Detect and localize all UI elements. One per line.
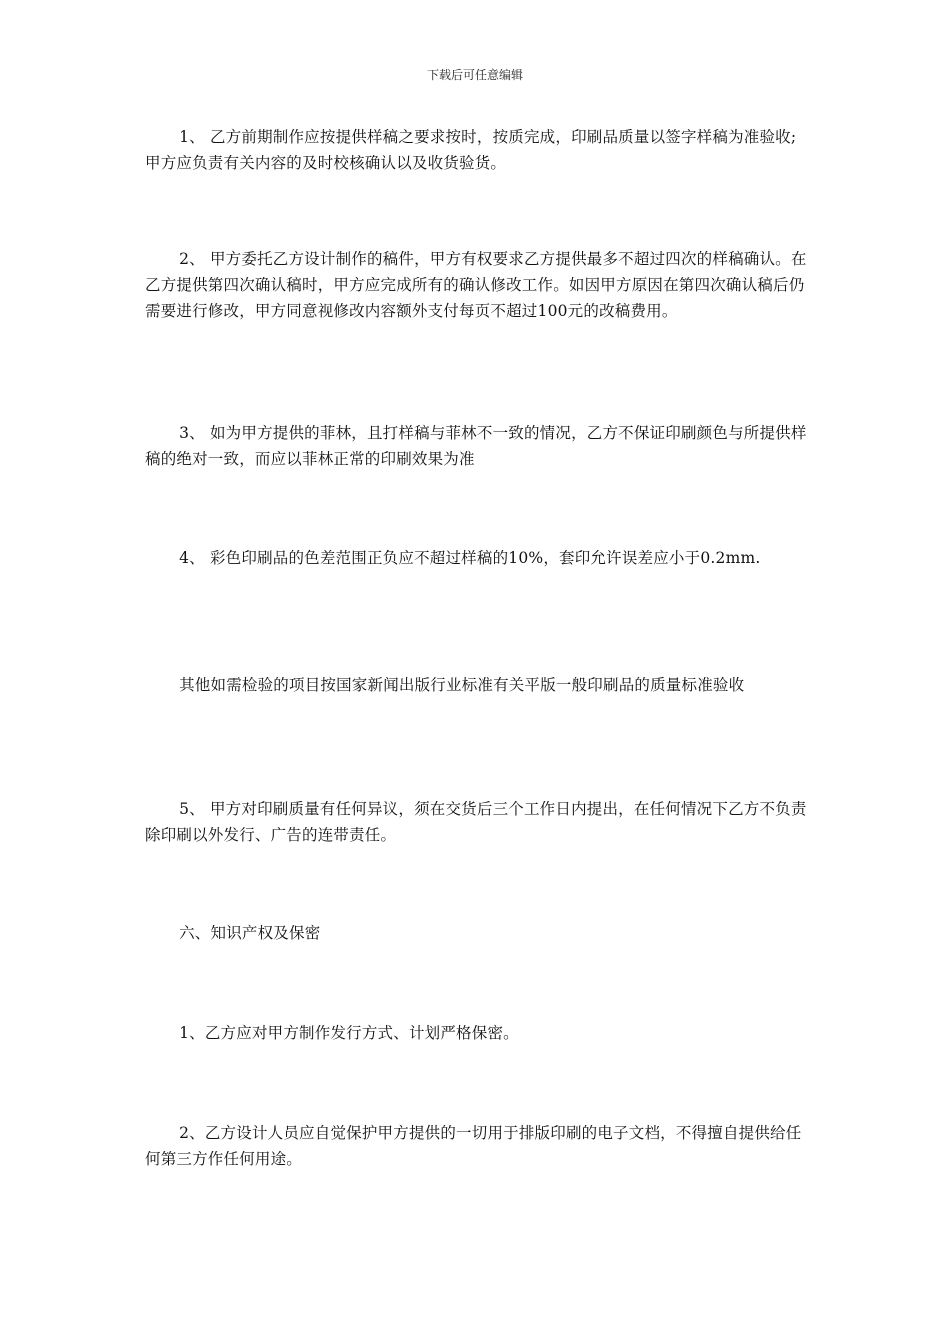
paragraph-draft-confirmation: 2、 甲方委托乙方设计制作的稿件，甲方有权要求乙方提供最多不超过四次的样稿确认。在乙方提供第四次确认稿时，甲方应完成所有的确认修改工作。如因甲方原因在第四次确认稿后仍需要进行修改，甲方同意视修改内容额外支付每页不超过100元的改稿费用。 — [145, 250, 807, 320]
paragraph-quality-acceptance: 1、 乙方前期制作应按提供样稿之要求按时，按质完成，印刷品质量以签字样稿为准验收;甲方应负责有关内容的及时校核确认以及收货验货。 — [145, 128, 797, 172]
paragraph-film-color: 3、 如为甲方提供的菲林，且打样稿与菲林不一致的情况，乙方不保证印刷颜色与所提供样稿的绝对一致，而应以菲林正常的印刷效果为准 — [145, 424, 807, 468]
section-heading-ip-confidentiality: 六、知识产权及保密 — [179, 924, 321, 942]
paragraph-other-inspection: 其他如需检验的项目按国家新闻出版行业标准有关平版一般印刷品的质量标准验收 — [179, 676, 745, 694]
page-header: 下载后可任意编辑 — [426, 68, 523, 82]
paragraph-confidentiality-1: 1、乙方应对甲方制作发行方式、计划严格保密。 — [179, 1024, 519, 1042]
paragraph-color-tolerance: 4、 彩色印刷品的色差范围正负应不超过样稿的10%，套印允许误差应小于0.2mm. — [179, 549, 761, 567]
paragraph-confidentiality-2: 2、乙方设计人员应自觉保护甲方提供的一切用于排版印刷的电子文档，不得擅自提供给任何第三方作任何用途。 — [145, 1124, 802, 1168]
paragraph-quality-objection: 5、 甲方对印刷质量有任何异议，须在交货后三个工作日内提出，在任何情况下乙方不负责除印刷以外发行、广告的连带责任。 — [145, 800, 807, 844]
